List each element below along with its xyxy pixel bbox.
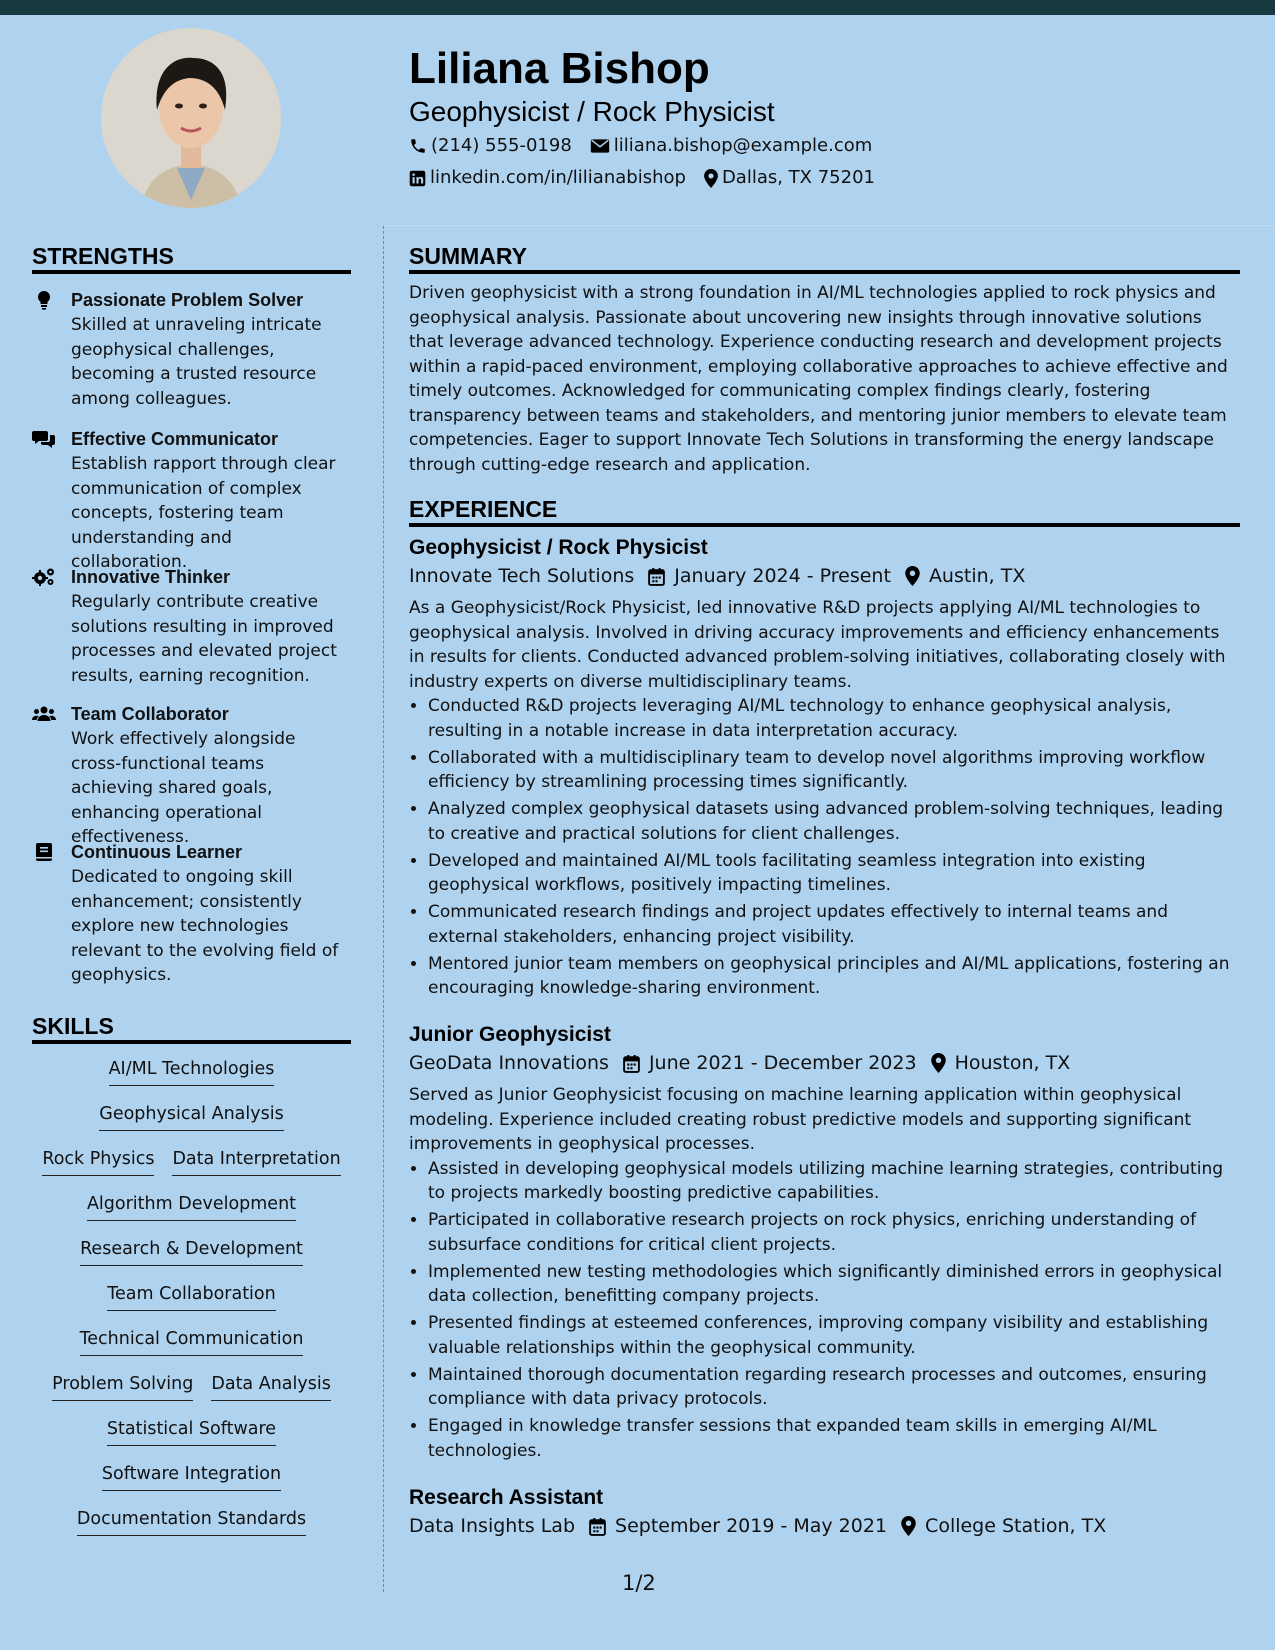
strength-title: Team Collaborator (71, 704, 229, 724)
skill-tag: AI/ML Technologies (109, 1057, 275, 1086)
calendar-icon (623, 1054, 640, 1073)
job-dates: January 2024 - Present (674, 565, 891, 587)
strength-title: Passionate Problem Solver (71, 290, 304, 310)
job-location: Houston, TX (954, 1052, 1071, 1074)
job-bullet: • Participated in collaborative research projects on rock physics, enriching understanding of subsurface conditions for critical client projects. (428, 1208, 1240, 1257)
skill-tag: Geophysical Analysis (99, 1102, 283, 1131)
job-bullet: • Conducted R&D projects leveraging AI/ML technology to enhance geophysical analysis, resulting in a notable increase in data interpretation accuracy. (428, 694, 1240, 743)
strengths-heading: STRENGTHS (32, 242, 351, 274)
job-company: Data Insights Lab (409, 1515, 576, 1537)
location-text: Dallas, TX 75201 (721, 167, 875, 188)
job-bullet: • Maintained thorough documentation regarding research processes and outcomes, ensuring compliance with data privacy protocols. (428, 1363, 1240, 1412)
strength-item (32, 840, 351, 988)
job-meta (409, 1049, 1240, 1077)
map-pin-icon (704, 169, 718, 188)
job-dates: June 2021 - December 2023 (648, 1052, 917, 1074)
job-title: Research Assistant (409, 1486, 604, 1509)
strength-desc: Skilled at unraveling intricate geophysical challenges, becoming a trusted resource among colleagues. (71, 315, 322, 409)
job-bullet: • Analyzed complex geophysical datasets using advanced problem-solving techniques, leading to creative and practical solutions for client challenges. (428, 797, 1240, 846)
users-icon (32, 704, 56, 724)
column-divider (383, 226, 384, 1592)
email-contact[interactable] (590, 134, 873, 158)
skill-tag: Documentation Standards (77, 1507, 306, 1536)
job-bullets (409, 1157, 1240, 1464)
book-icon (32, 842, 56, 862)
strength-desc: Work effectively alongside cross-functional teams achieving shared goals, enhancing operational effectiveness. (71, 729, 296, 847)
linkedin-text: linkedin.com/in/lilianabishop (430, 167, 686, 188)
job-bullets (409, 694, 1240, 1001)
skills-heading: SKILLS (32, 1012, 351, 1044)
job-bullet: • Collaborated with a multidisciplinary team to develop novel algorithms improving workflow efficiency by streamlining processing times significantly. (428, 746, 1240, 795)
job-location: Austin, TX (928, 565, 1026, 587)
phone-icon (409, 137, 427, 155)
profile-photo (101, 28, 281, 208)
calendar-icon (589, 1517, 606, 1536)
job-title: Geophysicist / Rock Physicist (409, 536, 708, 559)
strength-desc: Regularly contribute creative solutions resulting in improved processes and elevated project results, earning recognition. (71, 592, 337, 686)
job-bullet: • Assisted in developing geophysical models utilizing machine learning strategies, contributing to projects markedly boosting predictive capabilities. (428, 1157, 1240, 1206)
job-bullet: • Developed and maintained AI/ML tools facilitating seamless integration into existing geophysical workflows, positively impacting timelines. (428, 849, 1240, 898)
job-company: GeoData Innovations (409, 1052, 609, 1074)
candidate-title: Geophysicist / Rock Physicist (409, 96, 775, 127)
job-bullet: • Communicated research findings and project updates effectively to internal teams and external stakeholders, enhancing project visibility. (428, 900, 1240, 949)
job-bullet: • Mentored junior team members on geophysical principles and AI/ML applications, fostering an encouraging knowledge-sharing environment. (428, 952, 1240, 1001)
skill-tag: Problem Solving (52, 1372, 193, 1401)
page-number: 1/2 (622, 1571, 656, 1595)
header-divider (384, 225, 1275, 226)
strength-title: Continuous Learner (71, 842, 243, 862)
map-pin-icon (901, 1516, 916, 1536)
skill-tag: Software Integration (102, 1462, 281, 1491)
calendar-icon (648, 567, 665, 586)
job-entry-3 (409, 1484, 1240, 1540)
job-bullet: • Implemented new testing methodologies which significantly diminished errors in geophysical data collection, benefitting company projects. (428, 1260, 1240, 1309)
summary-heading: SUMMARY (409, 242, 1240, 274)
location-contact (704, 166, 875, 190)
job-location: College Station, TX (925, 1515, 1107, 1537)
skill-tag: Research & Development (80, 1237, 303, 1266)
gears-icon (32, 567, 56, 587)
skill-tag: Team Collaboration (107, 1282, 275, 1311)
email-text: liliana.bishop@example.com (613, 135, 873, 156)
skill-tag: Algorithm Development (87, 1192, 296, 1221)
job-bullet: • Engaged in knowledge transfer sessions that expanded team skills in emerging AI/ML technologies. (428, 1414, 1240, 1463)
chat-icon (32, 429, 56, 449)
job-entry-1 (409, 534, 1240, 1003)
strength-item (32, 702, 351, 850)
job-company: Innovate Tech Solutions (409, 565, 635, 587)
job-entry-2 (409, 1021, 1240, 1466)
job-title: Junior Geophysicist (409, 1023, 611, 1046)
job-description: Served as Junior Geophysicist focusing on machine learning application within geophysical modeling. Experience included creating robust predictive models and supporting significant improvements in geophysical processes. (409, 1085, 1192, 1154)
job-description: As a Geophysicist/Rock Physicist, led innovative R&D projects applying AI/ML technologies to geophysical analysis. Involved in driving accuracy improvements and efficiency enhancements in results for clients. Conducted advanced problem-solving initiatives, collaborating closely with industry experts on diverse multidisciplinary teams. (409, 598, 1226, 692)
strength-desc: Dedicated to ongoing skill enhancement; consistently explore new technologies relevant to the evolving field of geophysics. (71, 867, 339, 985)
top-accent-bar (0, 0, 1275, 15)
strength-title: Effective Communicator (71, 429, 279, 449)
strength-desc: Establish rapport through clear communication of complex concepts, fostering team understanding and collaboration. (71, 454, 336, 572)
contact-row-primary (409, 134, 890, 158)
phone-contact[interactable] (409, 134, 572, 158)
skill-tag: Statistical Software (107, 1417, 276, 1446)
linkedin-icon (409, 170, 426, 187)
lightbulb-icon (32, 290, 56, 310)
candidate-name: Liliana Bishop (409, 44, 710, 93)
job-dates: September 2019 - May 2021 (615, 1515, 888, 1537)
job-bullet: • Presented findings at esteemed conferences, improving company visibility and establishing valuable relationships within the geophysical community. (428, 1311, 1240, 1360)
skill-tag: Data Interpretation (172, 1147, 340, 1176)
skill-tag: Technical Communication (80, 1327, 304, 1356)
summary-text: Driven geophysicist with a strong foundation in AI/ML technologies applied to rock physics and geophysical analysis. Passionate about uncovering new insights through innovative solutions that leverage advanced technology. Experience conducting research and development projects within a rapid-paced environment, employing collaborative approaches to achieve effective and timely outcomes. Acknowledged for communicating complex findings clearly, fostering transparency between teams and stakeholders, and mentoring junior members to elevate team competencies. Eager to support Innovate Tech Solutions in transforming the energy landscape through cutting-edge research and application. (409, 283, 1228, 475)
strength-title: Innovative Thinker (71, 567, 231, 587)
strength-item (32, 288, 351, 411)
linkedin-contact[interactable] (409, 166, 686, 190)
skill-tag: Data Analysis (211, 1372, 330, 1401)
job-meta (409, 1512, 1240, 1540)
envelope-icon (590, 138, 610, 154)
contact-row-secondary (409, 166, 893, 190)
phone-text: (214) 555-0198 (431, 135, 572, 156)
skills-list (32, 1057, 351, 1552)
skill-tag: Rock Physics (42, 1147, 154, 1176)
strength-item (32, 427, 351, 575)
map-pin-icon (905, 566, 920, 586)
strength-item (32, 565, 351, 688)
job-meta (409, 562, 1240, 590)
experience-heading: EXPERIENCE (409, 495, 1240, 527)
map-pin-icon (931, 1053, 946, 1073)
